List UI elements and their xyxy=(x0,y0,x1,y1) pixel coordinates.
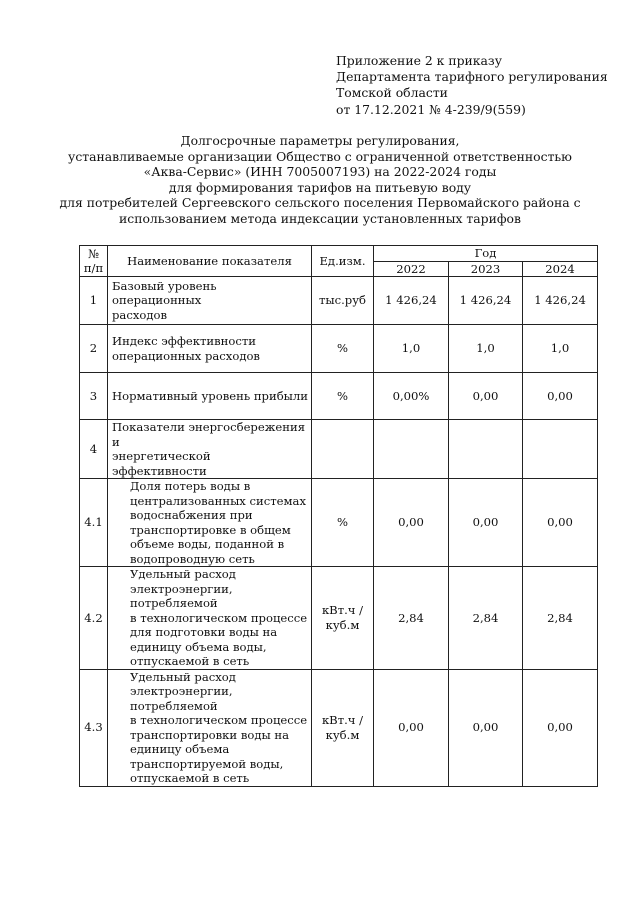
indicator-name-line: электроэнергии, потребляемой xyxy=(130,581,233,610)
indicator-name-line: в технологическом процессе xyxy=(130,713,308,727)
year-value xyxy=(449,420,523,479)
indicator-name-line: расходов xyxy=(112,307,167,322)
unit-line: тыс.руб xyxy=(318,293,367,308)
indicator-name-line: Индекс эффективности xyxy=(112,334,257,348)
title-line: для формирования тарифов на питьевую воду xyxy=(168,179,472,195)
row-number: 4.2 xyxy=(80,567,108,670)
unit-line: куб.м xyxy=(325,727,360,742)
unit-cell xyxy=(312,325,374,373)
unit-line: % xyxy=(336,341,349,356)
indicator-name-line: Доля потерь воды в xyxy=(130,479,251,493)
header-unit: Ед.изм. xyxy=(312,246,374,277)
year-value: 0,00% xyxy=(374,373,449,420)
indicator-name-line: водоснабжения при xyxy=(130,508,253,522)
title-line: «Аква-Сервис» (ИНН 7005007193) на 2022-2024 годы xyxy=(143,164,497,179)
unit-cell xyxy=(312,479,374,567)
indicator-name xyxy=(108,567,312,670)
indicator-name-line: Удельный расход xyxy=(130,669,236,684)
table-row xyxy=(80,277,598,325)
indicator-name-line: Нормативный уровень прибыли xyxy=(112,388,308,403)
table-row xyxy=(80,420,598,479)
year-value: 0,00 xyxy=(449,479,523,567)
indicator-name xyxy=(108,277,312,325)
unit-line: куб.м xyxy=(325,617,360,632)
indicator-name xyxy=(108,479,312,567)
year-value: 1 426,24 xyxy=(523,277,598,325)
table-row xyxy=(80,373,598,420)
appendix-line: Томской области xyxy=(336,85,448,101)
header-num-line: п/п xyxy=(83,261,104,275)
indicator-name xyxy=(108,373,312,420)
indicator-name-line: единицу объема xyxy=(130,742,230,756)
year-value: 0,00 xyxy=(523,479,598,567)
indicator-name xyxy=(108,420,312,479)
year-value: 1,0 xyxy=(374,325,449,373)
year-value: 0,00 xyxy=(523,373,598,420)
appendix-line: от 17.12.2021 № 4-239/9(559) xyxy=(336,101,526,117)
appendix-line: Департамента тарифного регулирования xyxy=(336,69,608,85)
header-name: Наименование показателя xyxy=(108,246,312,277)
row-number: 1 xyxy=(80,277,108,325)
year-value: 1 426,24 xyxy=(374,277,449,325)
header-num xyxy=(80,246,108,277)
row-number: 3 xyxy=(80,373,108,420)
appendix-note xyxy=(336,53,608,118)
unit-line: % xyxy=(336,388,349,403)
indicator-name-line: единицу объема воды, xyxy=(130,639,267,654)
indicator-name-line: транспортировки воды на xyxy=(130,727,290,742)
indicator-name-line: водопроводную сеть xyxy=(130,551,255,566)
year-value: 1,0 xyxy=(449,325,523,373)
title-line: Долгосрочные параметры регулирования, xyxy=(180,133,460,148)
indicator-name-line: операционных расходов xyxy=(112,348,260,363)
table-row xyxy=(80,567,598,670)
year-value: 2,84 xyxy=(449,567,523,670)
indicator-name-line: объеме воды, поданной в xyxy=(130,537,285,551)
year-value: 1,0 xyxy=(523,325,598,373)
indicator-name-line: Удельный расход xyxy=(130,567,236,581)
title-line: использованием метода индексации установленных тарифов xyxy=(119,210,521,226)
unit-line: кВт.ч / xyxy=(321,713,364,727)
year-value: 0,00 xyxy=(374,479,449,567)
row-number: 4.3 xyxy=(80,669,108,786)
indicator-name-line: централизованных системах xyxy=(130,493,306,508)
indicator-name-line: отпускаемой в сеть xyxy=(130,771,250,785)
indicator-name-line: энергетической эффективности xyxy=(112,449,211,478)
row-number: 2 xyxy=(80,325,108,373)
unit-cell xyxy=(312,277,374,325)
indicator-name-line: в технологическом процессе xyxy=(130,610,308,625)
parameters-table xyxy=(79,245,598,787)
row-number: 4 xyxy=(80,420,108,479)
title-line: устанавливаемые организации Общество с ограниченной ответственностью xyxy=(68,148,572,164)
table-row xyxy=(80,479,598,567)
header-year: 2023 xyxy=(449,261,523,277)
header-year-group: Год xyxy=(374,246,598,262)
unit-line: % xyxy=(336,515,349,530)
table-body xyxy=(80,277,598,787)
year-value: 2,84 xyxy=(523,567,598,670)
unit-cell xyxy=(312,669,374,786)
unit-cell xyxy=(312,567,374,670)
header-year: 2022 xyxy=(374,261,449,277)
unit-cell xyxy=(312,373,374,420)
unit-line: кВт.ч / xyxy=(321,603,364,618)
indicator-name xyxy=(108,669,312,786)
table-row xyxy=(80,325,598,373)
document-title xyxy=(40,133,600,226)
row-number: 4.1 xyxy=(80,479,108,567)
year-value: 0,00 xyxy=(523,669,598,786)
year-value xyxy=(523,420,598,479)
header-year: 2024 xyxy=(523,261,598,277)
title-line: для потребителей Сергеевского сельского поселения Первомайского района с xyxy=(59,195,581,210)
indicator-name-line: для подготовки воды на xyxy=(130,625,278,639)
indicator-name-line: транспортируемой воды, xyxy=(130,756,284,771)
indicator-name-line: транспортировке в общем xyxy=(130,522,291,537)
year-value: 0,00 xyxy=(449,669,523,786)
unit-cell xyxy=(312,420,374,479)
indicator-name xyxy=(108,325,312,373)
year-value: 0,00 xyxy=(374,669,449,786)
year-value xyxy=(374,420,449,479)
header-num-line: № xyxy=(88,246,99,261)
indicator-name-line: Показатели энергосбережения и xyxy=(112,420,306,449)
year-value: 2,84 xyxy=(374,567,449,670)
indicator-name-line: отпускаемой в сеть xyxy=(130,654,250,668)
year-value: 1 426,24 xyxy=(449,277,523,325)
table-row xyxy=(80,669,598,786)
indicator-name-line: Базовый уровень операционных xyxy=(112,278,217,308)
appendix-line: Приложение 2 к приказу xyxy=(336,53,502,68)
indicator-name-line: электроэнергии, потребляемой xyxy=(130,684,233,713)
table-header-row xyxy=(80,246,598,262)
year-value: 0,00 xyxy=(449,373,523,420)
